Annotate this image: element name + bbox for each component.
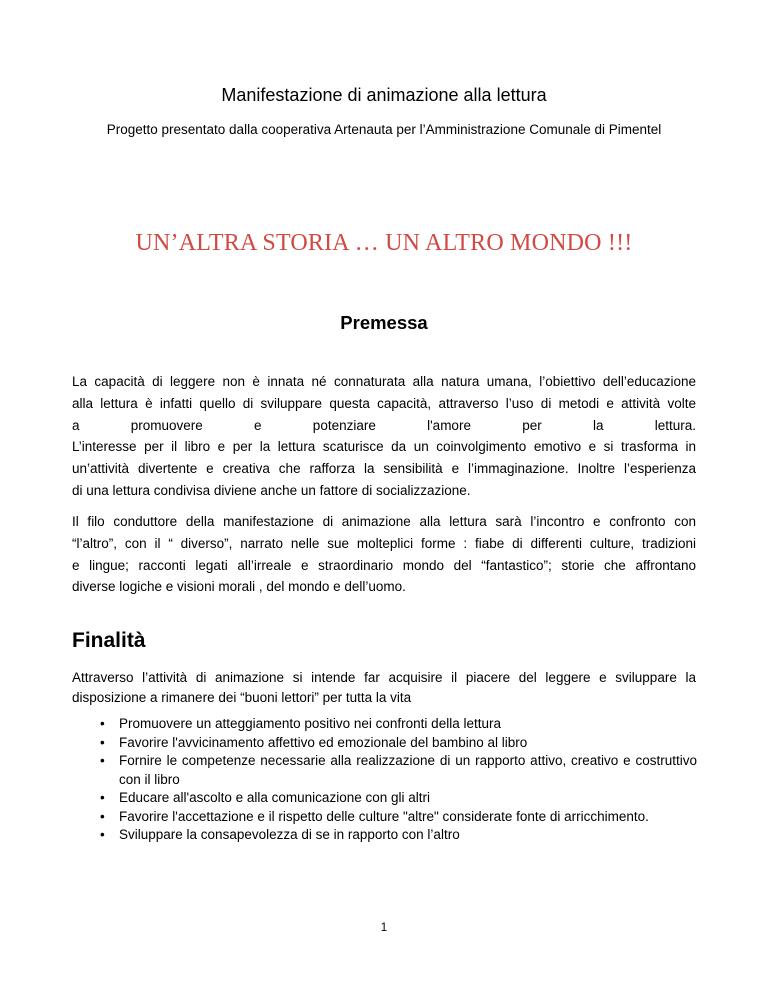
list-item-text: Favorire l'accettazione e il rispetto delle culture "altre" considerate fonte di arricchimento.: [119, 808, 649, 824]
paragraph-line: Attraverso l’attività di animazione si intende far acquisire il piacere del leggere e sviluppare la: [72, 670, 696, 685]
list-item: [100, 789, 697, 808]
list-item-text: Sviluppare la consapevolezza di se in rapporto con l’altro: [119, 827, 460, 842]
paragraph-line: disposizione a rimanere dei “buoni lettori” per tutta la vita: [72, 690, 412, 705]
bullet-icon: •: [100, 808, 105, 824]
paragraph-line: L’interesse per il libro e per la lettura scaturisce da un coinvolgimento emotivo e si trasforma in: [72, 439, 696, 455]
document-title: Manifestazione di animazione alla lettura: [221, 85, 547, 105]
bullet-icon: •: [100, 790, 105, 805]
list-item-text: Educare all'ascolto e alla comunicazione con gli altri: [119, 790, 430, 805]
list-item: [100, 808, 697, 827]
bullet-icon: •: [100, 734, 105, 750]
page-number: 1: [380, 922, 388, 934]
list-item-text: Promuovere un atteggiamento positivo nei confronti della lettura: [119, 716, 501, 731]
list-item: [100, 734, 697, 753]
list-item: [100, 752, 697, 789]
list-item-text: Favorire l'avvicinamento affettivo ed emozionale del bambino al libro: [119, 734, 528, 750]
list-item: [100, 715, 697, 734]
bullet-icon: •: [100, 716, 105, 731]
section-heading-premessa: Premessa: [340, 312, 428, 333]
bullet-icon: •: [100, 827, 105, 842]
paragraph-line: e lingue; racconti legati all’irreale e straordinario mondo del “fantastico”; storie che affrontano: [72, 557, 696, 573]
paragraph-line: un’attività divertente e creativa che rafforza la sensibilità e l’immaginazione. Inoltre l’esperienza: [72, 461, 696, 477]
finalita-intro: [72, 668, 696, 708]
document-subtitle: Progetto presentato dalla cooperativa Artenauta per l’Amministrazione Comunale di Pimentel: [106, 122, 662, 137]
bullet-icon: •: [100, 753, 105, 768]
paragraph-line: di una lettura condivisa diviene anche un fattore di socializzazione.: [72, 482, 471, 498]
paragraph-line: diverse logiche e visioni morali , del mondo e dell’uomo.: [72, 579, 406, 595]
list-item: [100, 826, 697, 845]
section-heading-finalita: Finalità: [72, 629, 146, 652]
premessa-paragraph-2: [72, 511, 696, 598]
list-item-text: Fornire le competenze necessarie alla realizzazione di un rapporto attivo, creativo e costruttivo con il libro: [119, 753, 697, 787]
paragraph-line: a promuovere e potenziare l'amore per la lettura.: [72, 417, 696, 433]
project-title: UN’ALTRA STORIA … UN ALTRO MONDO !!!: [135, 230, 633, 256]
paragraph-line: alla lettura è infatti quello di sviluppare questa capacità, attraverso l’uso di metodi e attività volte: [72, 395, 696, 411]
paragraph-line: “l’altro”, con il “ diverso”, narrato nelle sue molteplici forme : fiabe di differenti culture, tradizioni: [72, 535, 696, 551]
finalita-list: [100, 715, 697, 845]
paragraph-line: Il filo conduttore della manifestazione di animazione alla lettura sarà l’incontro e confronto con: [72, 514, 696, 529]
paragraph-line: La capacità di leggere non è innata né connaturata alla natura umana, l’obiettivo dell’educazione: [72, 374, 696, 389]
premessa-paragraph-1: [72, 371, 696, 502]
